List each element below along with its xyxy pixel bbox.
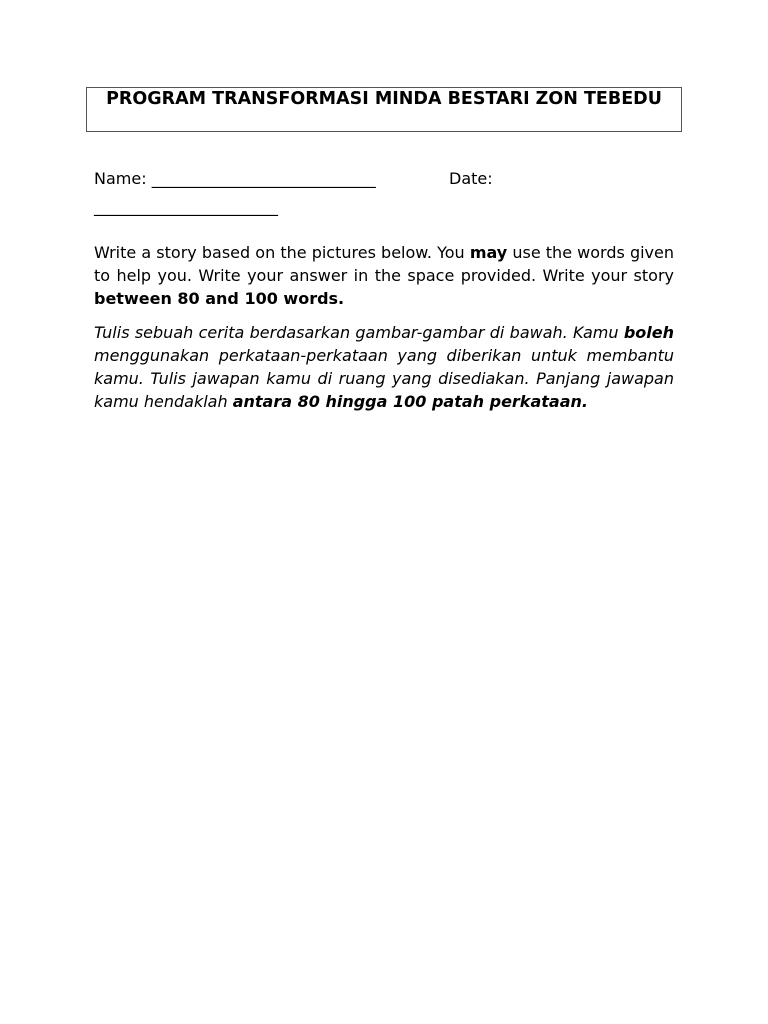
date-label: Date:	[449, 169, 493, 188]
instruction-english-bold-may: may	[469, 243, 508, 262]
instruction-malay	[94, 321, 674, 413]
name-label: Name:	[94, 169, 147, 188]
instruction-malay-bold-boleh: boleh	[623, 323, 674, 342]
instruction-malay-period: .	[581, 392, 588, 411]
date-blank: _______________________	[94, 197, 278, 216]
instruction-english-part2: use the words given to help you. Write your answer in the space provided. Write your story	[94, 243, 675, 285]
instruction-english-part1: Write a story based on the pictures below. You	[94, 243, 470, 262]
instruction-english-bold-word-count: between 80 and 100 words.	[94, 289, 345, 308]
instruction-malay-bold-word-count: antara 80 hingga 100 patah perkataan	[232, 392, 582, 411]
document-title: PROGRAM TRANSFORMASI MINDA BESTARI ZON TEBEDU	[86, 87, 682, 132]
name-date-row	[94, 168, 694, 190]
instruction-malay-part1: Tulis sebuah cerita berdasarkan gambar-gambar di bawah. Kamu	[94, 323, 624, 342]
instruction-malay-part2: menggunakan perkataan-perkataan yang diberikan untuk membantu kamu. Tulis jawapan kamu di ruang yang disediakan. Panjang jawapan kamu hendaklah	[94, 346, 674, 411]
instruction-english	[94, 241, 674, 310]
name-blank: ____________________________	[151, 169, 376, 188]
